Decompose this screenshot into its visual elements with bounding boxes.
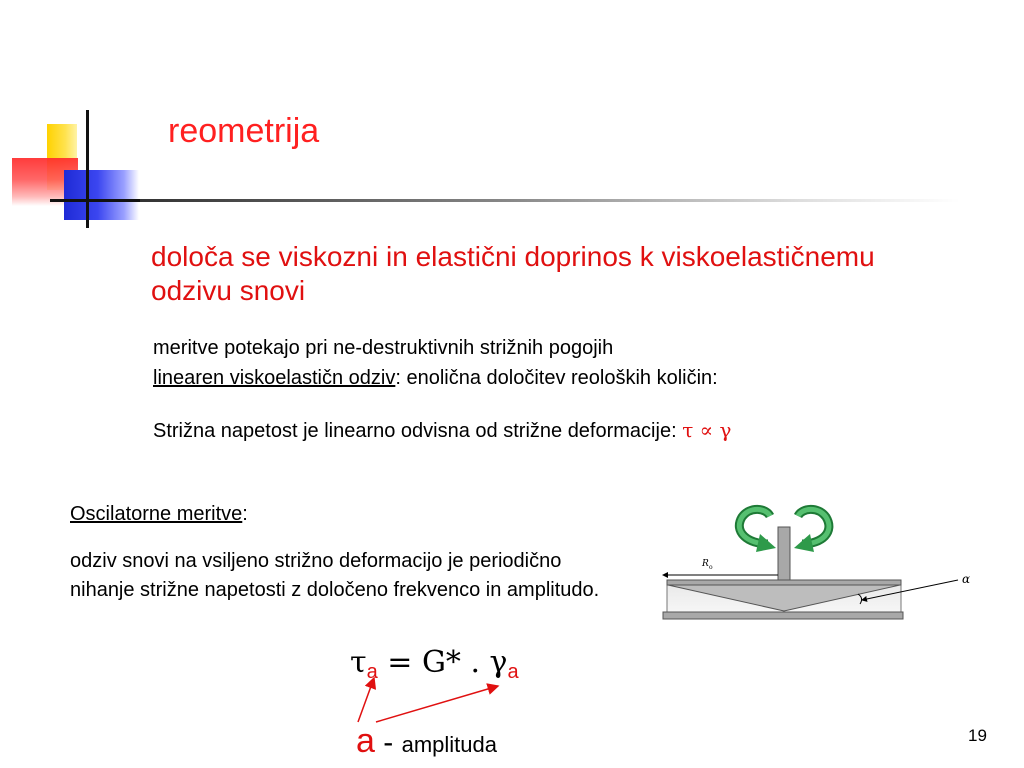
linear-response-term: linearen viskoelastičn odziv — [153, 367, 396, 389]
formula-sub-2: a — [507, 661, 519, 683]
formula-sub-1: a — [366, 661, 378, 683]
proportionality-symbol: τ ∝ γ — [682, 418, 732, 442]
sub-line-1: meritve potekajo pri ne-destruktivnih strižnih pogojih — [153, 337, 614, 359]
slide-title: reometrija — [168, 112, 320, 150]
angle-label: α — [962, 572, 971, 586]
oscillatory-heading-text: Oscilatorne meritve — [70, 503, 243, 525]
arrow-to-tau-sub — [358, 678, 374, 722]
radius-sub: o — [709, 564, 713, 571]
page-number: 19 — [968, 726, 987, 745]
cone-plate-diagram — [663, 509, 970, 619]
legend-word: amplituda — [401, 732, 497, 757]
lead-statement: določa se viskozni in elastični doprinos k viskoelastičnemu odzivu snovi — [151, 241, 875, 306]
sub-line-2-rest: : enolična določitev reoloških količin: — [395, 367, 718, 389]
formula-middle: = G* . — [377, 645, 490, 680]
bottom-plate — [663, 612, 903, 619]
formula-gamma: γ — [489, 645, 508, 680]
sub-line-3-text: Strižna napetost je linearno odvisna od strižne deformacije: — [153, 420, 677, 442]
legend-symbol: a — [356, 722, 375, 760]
oscillatory-heading-colon: : — [242, 503, 248, 525]
legend-dash: - — [374, 726, 402, 759]
spindle — [778, 527, 790, 583]
upper-plate — [667, 580, 901, 585]
oscillatory-paragraph: odziv snovi na vsiljeno strižno deformacijo je periodično nihanje strižne napetosti z določeno frekvenco in amplitudo. — [70, 550, 600, 601]
formula-tau: τ — [350, 645, 367, 680]
radius-label: R — [702, 559, 709, 569]
arrow-to-gamma-sub — [376, 686, 498, 722]
